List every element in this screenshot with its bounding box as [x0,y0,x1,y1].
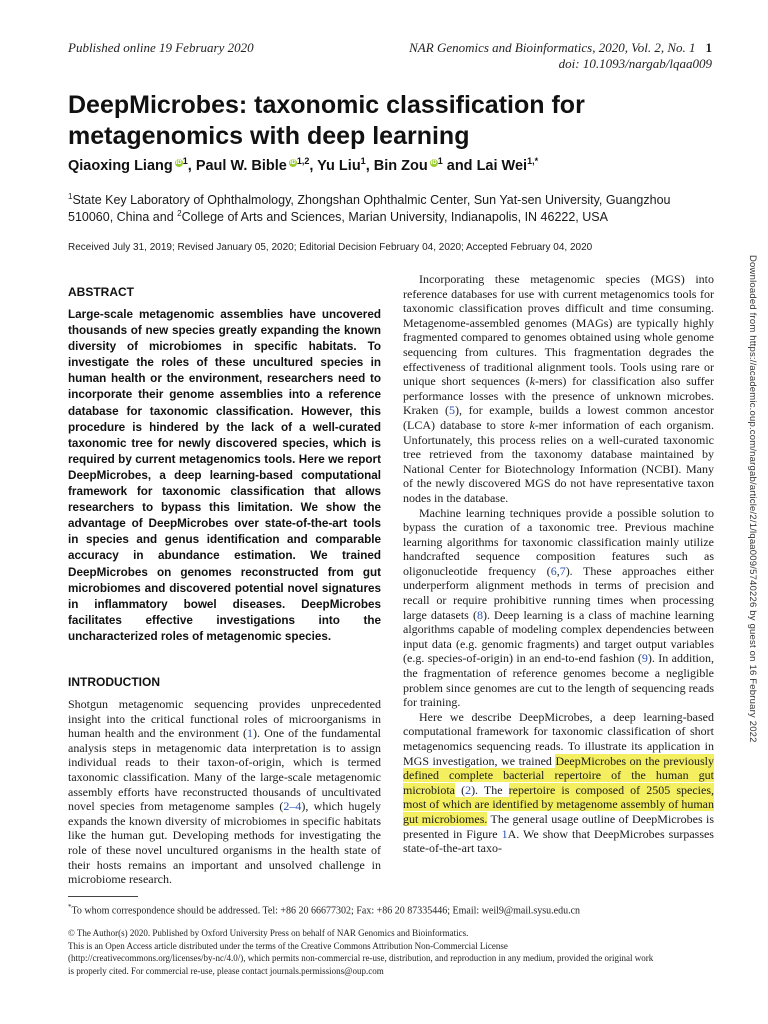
download-watermark: Downloaded from https://academic.oup.com/nargab/article/2/1/lqaa009/5740226 by guest on 16 February 2022 [747,255,758,743]
highlighted-text: DeepMicrobes on the previously defined complete bacterial repertoire of the human gut microbiota [403,753,714,797]
text-run: ). The [471,782,509,797]
orcid-icon[interactable]: iD [289,160,296,167]
author-separator: , [365,158,374,174]
abstract-text: Large-scale metagenomic assemblies have uncovered thousands of new species greatly expanding the known diversity of microbiomes in specific habitats. To investigate the roles of these uncultured species in human health or the environment, researchers need to incorporate their genome assemblies into a reference database for taxonomic classification. However, this procedure is hindered by the lack of a well-curated taxonomic tree for newly discovered species, which is required by current metagenomics tools. Here we report DeepMicrobes, a deep learning-based computational framework for taxonomic classification that allows researchers to bypass this limitation. We show the advantage of DeepMicrobes over state-of-the-art tools in species and genus identification and comparable accuracy in abundance estimation. We trained DeepMicrobes on genomes reconstructed from gut microbiomes and discovered potential novel signatures in inflammatory bowel diseases. DeepMicrobes facilitates effective investigations into the uncharacterized roles of metagenomic species. [68,308,381,643]
citation-link[interactable]: 1 [501,826,508,841]
left-column [68,285,381,887]
page-number: 1 [705,40,712,55]
intro-paragraph-2 [403,272,714,506]
citation-link[interactable]: 6 [550,563,557,578]
text-run: Shotgun metagenomic sequencing provides unprecedented insight into the critical functional roles of microorganisms in human health and the environment ( [68,696,381,741]
text-run: ), for example, builds a lowest common ancestor (LCA) database to store [403,403,714,432]
author-separator: , [309,158,318,174]
author-name: Bin Zou [373,158,428,174]
footnote-marker: * [68,903,72,911]
journal-citation: NAR Genomics and Bioinformatics, 2020, Vol. 2, No. 1 [409,40,696,55]
orcid-icon[interactable]: iD [175,160,182,167]
author-name: Qiaoxing Liang [68,158,173,174]
author-affiliation-marker: 1 [360,156,366,167]
license-block [68,927,718,977]
license-line: (http://creativecommons.org/licenses/by-nc/4.0/), which permits non-commercial re-use, distribution, and reproduction in any medium, provided the original work [68,953,654,963]
citation-link[interactable]: 2–4 [283,799,302,814]
text-run: ( [454,782,466,797]
author-name: Yu Liu [317,158,361,174]
text-run: ). Deep learning is a class of machine learning algorithms capable of modeling complex dependencies between input data (e.g. genomic fragments) and target output variables (e.g. species-of-origin) in an end-to-end fashion ( [403,607,714,666]
abstract-heading: ABSTRACT [68,285,134,299]
author-name: Paul W. Bible [195,158,287,174]
text-run: ). One of the fundamental analysis steps in metagenomic data interpretation is to assign individual reads to their taxon-of-origin, which is termed taxonomic classification. Many of the large-scale metagenomic assembly efforts have reconstructed thousands of uncultivated novel species from metagenome samples ( [68,726,381,814]
text-run: , [556,563,560,578]
footnote-divider [68,896,138,897]
affiliation-1: State Key Laboratory of Ophthalmology, Zhongshan Ophthalmic Center, Sun Yat-sen University, Guangzhou [72,193,671,207]
author-separator: and [442,158,477,174]
affiliation-2: College of Arts and Sciences, Marian University, Indianapolis, IN 46222, USA [181,210,608,224]
citation-link[interactable]: 7 [559,563,566,578]
affiliation-marker-2: 2 [177,208,182,218]
author-separator: , [187,158,196,174]
author-affiliation-marker: 1 [437,156,443,167]
citation-link[interactable]: 2 [465,782,472,797]
author-list [68,158,538,174]
intro-paragraph-1 [68,697,381,887]
text-run: Machine learning techniques provide a possible solution to bypass the curation of a taxonomic tree. Previous machine learning algorithms for taxonomic classification mainly utilize handcrafted sequence composition features such as oligonucleotide frequency ( [403,505,714,578]
orcid-icon[interactable]: iD [430,160,437,167]
text-run: ), which hugely expands the known diversity of microbiomes in specific habitats like the human gut. Developing methods for investigating the role of these novel uncultured organisms in the health state of their hosts remains an important and unsolved challenge in microbiome research. [68,799,381,887]
affiliations [68,192,708,226]
text-run: ). These approaches either underperform alignment methods in terms of precision and recall or require prohibitive running times when processing large datasets ( [403,563,714,622]
italic-text: k [529,417,535,432]
license-line: © The Author(s) 2020. Published by Oxford University Press on behalf of NAR Genomics and Bioinformatics. [68,928,469,938]
citation-link[interactable]: 9 [641,651,648,666]
affiliation-1-cont: 510060, China and [68,210,178,224]
intro-paragraph-4 [403,710,714,856]
text-run: Here we describe DeepMicrobes, a deep learning-based computational framework for taxonomic classification of short metagenomics sequencing reads. To illustrate its application in MGS investigation, we trained [403,709,714,768]
highlighted-text: repertoire is composed of 2505 species, most of which are identified by metagenome assembly of human gut microbiomes. [403,782,714,826]
introduction-heading: INTRODUCTION [68,674,160,689]
text-run: -mer information of each organism. Unfortunately, this process relies on a well-curated taxonomic tree retrieved from the taxonomy database maintained by National Center for Biotechnology Information (NCBI). Many of the newly discovered MGS do not have representative taxon nodes in the database. [403,417,714,505]
publication-date: Published online 19 February 2020 [68,40,254,55]
text-run: ). In addition, the fragmentation of reference genomes become a negligible problem since genomes are cut to the length of sequencing reads for training. [403,651,714,710]
article-title: DeepMicrobes: taxonomic classification for metagenomics with deep learning [68,91,585,150]
article-dates: Received July 31, 2019; Revised January 05, 2020; Editorial Decision February 04, 2020; Accepted February 04, 2020 [68,242,593,253]
text-run: A. We show that DeepMicrobes surpasses state-of-the-art taxo- [403,826,714,856]
citation-link[interactable]: 1 [247,726,254,741]
license-line: This is an Open Access article distributed under the terms of the Creative Commons Attribution Non-Commercial License [68,940,508,951]
text-run: Incorporating these metagenomic species (MGS) into reference databases for use with current metagenomics tools for taxonomic classification proves difficult and time consuming. Metagenome-assembled genomes (MAGs) are typically highly fragmented compared to genomes obtained using whole genome sequencing from cultures. This fragmentation degrades the effectiveness of traditional alignment tools. Tools using rare or unique short sequences ( [403,272,714,389]
journal-header [409,40,712,72]
doi[interactable]: doi: 10.1093/nargab/lqaa009 [558,56,712,71]
text-run: -mers) for classification also suffer performance losses with the presence of unknown microbes. Kraken ( [403,374,714,418]
intro-paragraph-3 [403,506,714,710]
footnote-text: To whom correspondence should be addressed. Tel: +86 20 66677302; Fax: +86 20 87335446; Email: weil9@mail.sysu.edu.cn [71,905,581,917]
citation-link[interactable]: 5 [448,403,455,418]
citation-link[interactable]: 8 [476,607,483,622]
affiliation-marker-1: 1 [68,191,73,201]
author-name: Lai Wei [476,158,528,174]
text-run: The general usage outline of DeepMicrobes is presented in Figure [403,811,714,841]
right-column [403,272,714,856]
author-affiliation-marker: 1,2 [296,156,310,167]
correspondence-footnote [68,903,580,916]
author-affiliation-marker: 1 [182,156,188,167]
author-affiliation-marker: 1,* [527,156,539,167]
italic-text: k [529,374,536,389]
license-line: is properly cited. For commercial re-use, please contact journals.permissions@oup.com [68,965,384,976]
